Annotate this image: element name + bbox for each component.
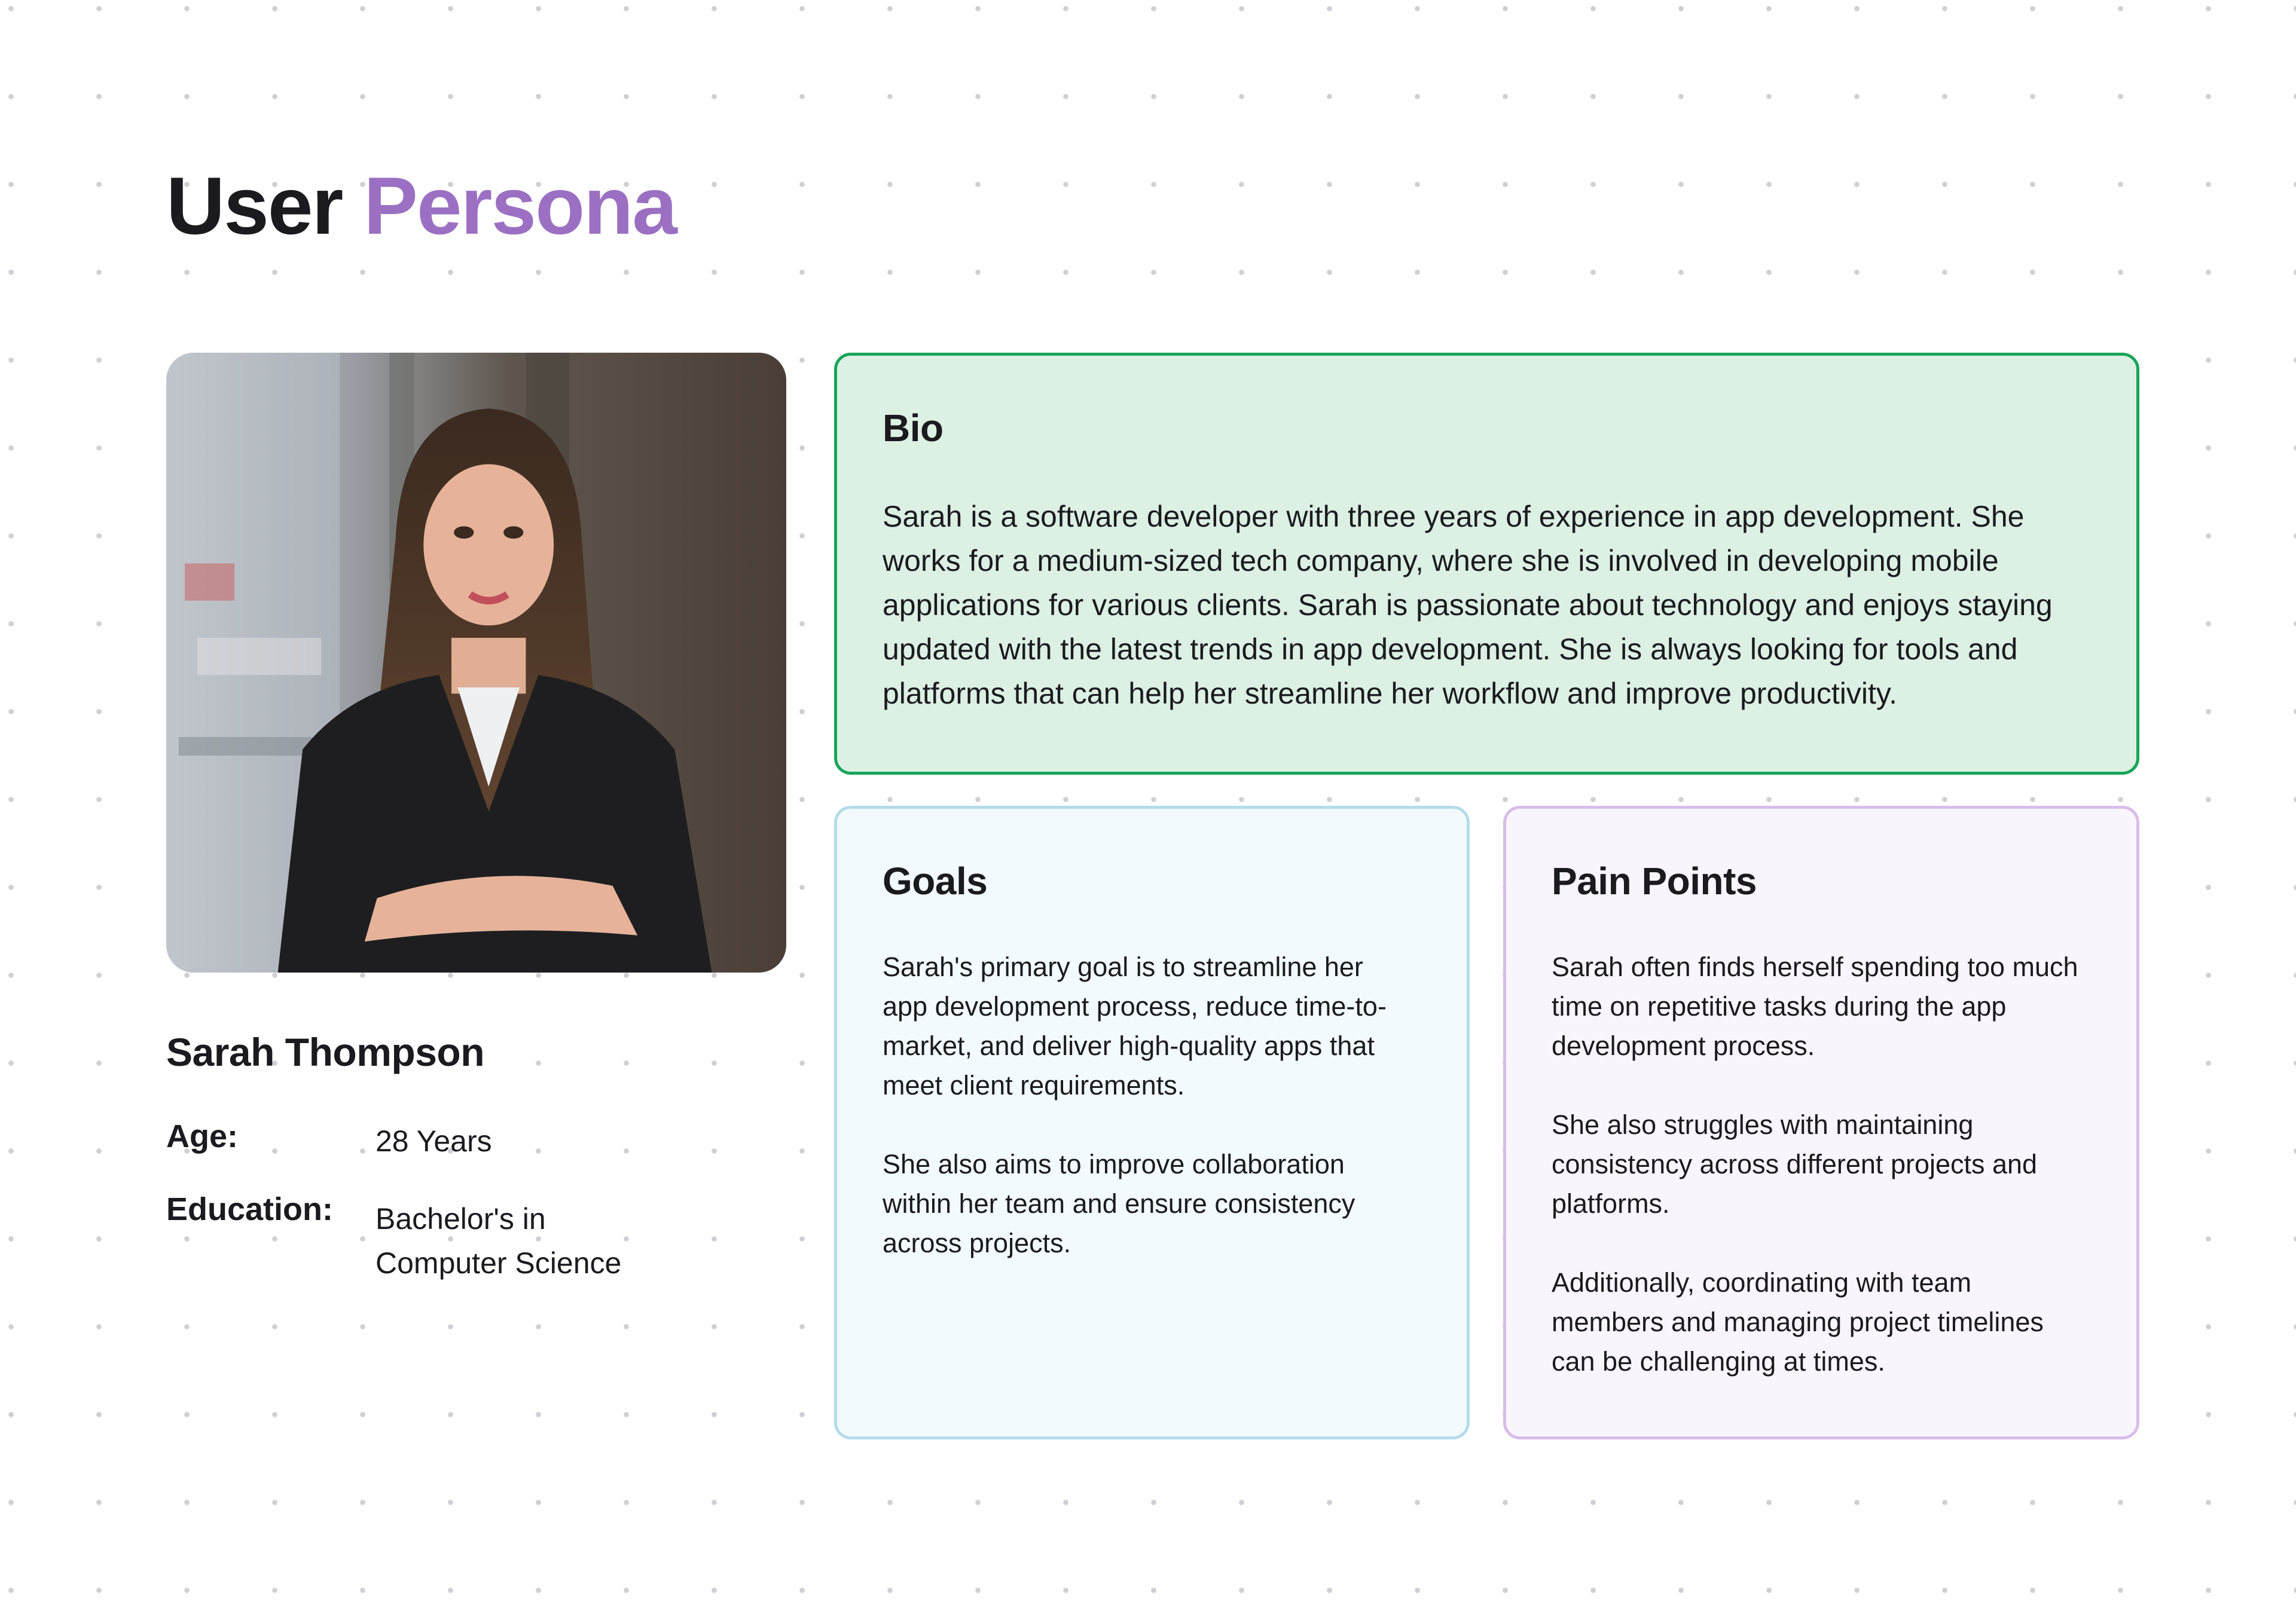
goals-text bbox=[883, 947, 1413, 1303]
pain-points-paragraph: Additionally, coordinating with team members and managing project timelines can be challenging at times. bbox=[1552, 1267, 2044, 1377]
age-label: Age: bbox=[166, 1118, 238, 1154]
title-main: User bbox=[166, 160, 343, 251]
pain-points-paragraph: She also struggles with maintaining consistency across different projects and platforms. bbox=[1552, 1109, 2038, 1219]
goals-paragraph: Sarah's primary goal is to streamline her app development process, reduce time-to-market, and deliver high-quality apps that meet client requirements. bbox=[883, 952, 1387, 1100]
bio-card bbox=[834, 353, 2139, 775]
bio-title: Bio bbox=[883, 406, 944, 450]
pain-points-title: Pain Points bbox=[1552, 860, 1757, 903]
education-value bbox=[375, 1197, 710, 1285]
persona-photo-illustration bbox=[166, 353, 786, 973]
education-value-line1: Bachelor's in bbox=[375, 1202, 546, 1236]
pain-points-card bbox=[1503, 806, 2139, 1439]
pain-points-text bbox=[1552, 947, 2083, 1421]
page-title bbox=[166, 161, 676, 251]
goals-title: Goals bbox=[883, 860, 988, 903]
pain-points-paragraph: Sarah often finds herself spending too much time on repetitive tasks during the app development process. bbox=[1552, 952, 2078, 1061]
persona-name: Sarah Thompson bbox=[166, 1030, 485, 1074]
persona-photo bbox=[166, 353, 786, 973]
bio-text: Sarah is a software developer with three years of experience in app development. She works for a medium-sized tech company, where she is involved in developing mobile applications for various clients. Sarah is passionate about technology and enjoys staying updated with the latest trends in app development. She is always looking for tools and platforms that can help her streamline her workflow and improve productivity. bbox=[883, 500, 2053, 710]
goals-paragraph: She also aims to improve collaboration within her team and ensure consistency across projects. bbox=[883, 1149, 1355, 1258]
age-value: 28 Years bbox=[375, 1124, 492, 1158]
education-value-line2: Computer Science bbox=[375, 1246, 622, 1280]
goals-card bbox=[834, 806, 1470, 1439]
title-accent: Persona bbox=[364, 160, 676, 251]
education-label: Education: bbox=[166, 1191, 333, 1227]
